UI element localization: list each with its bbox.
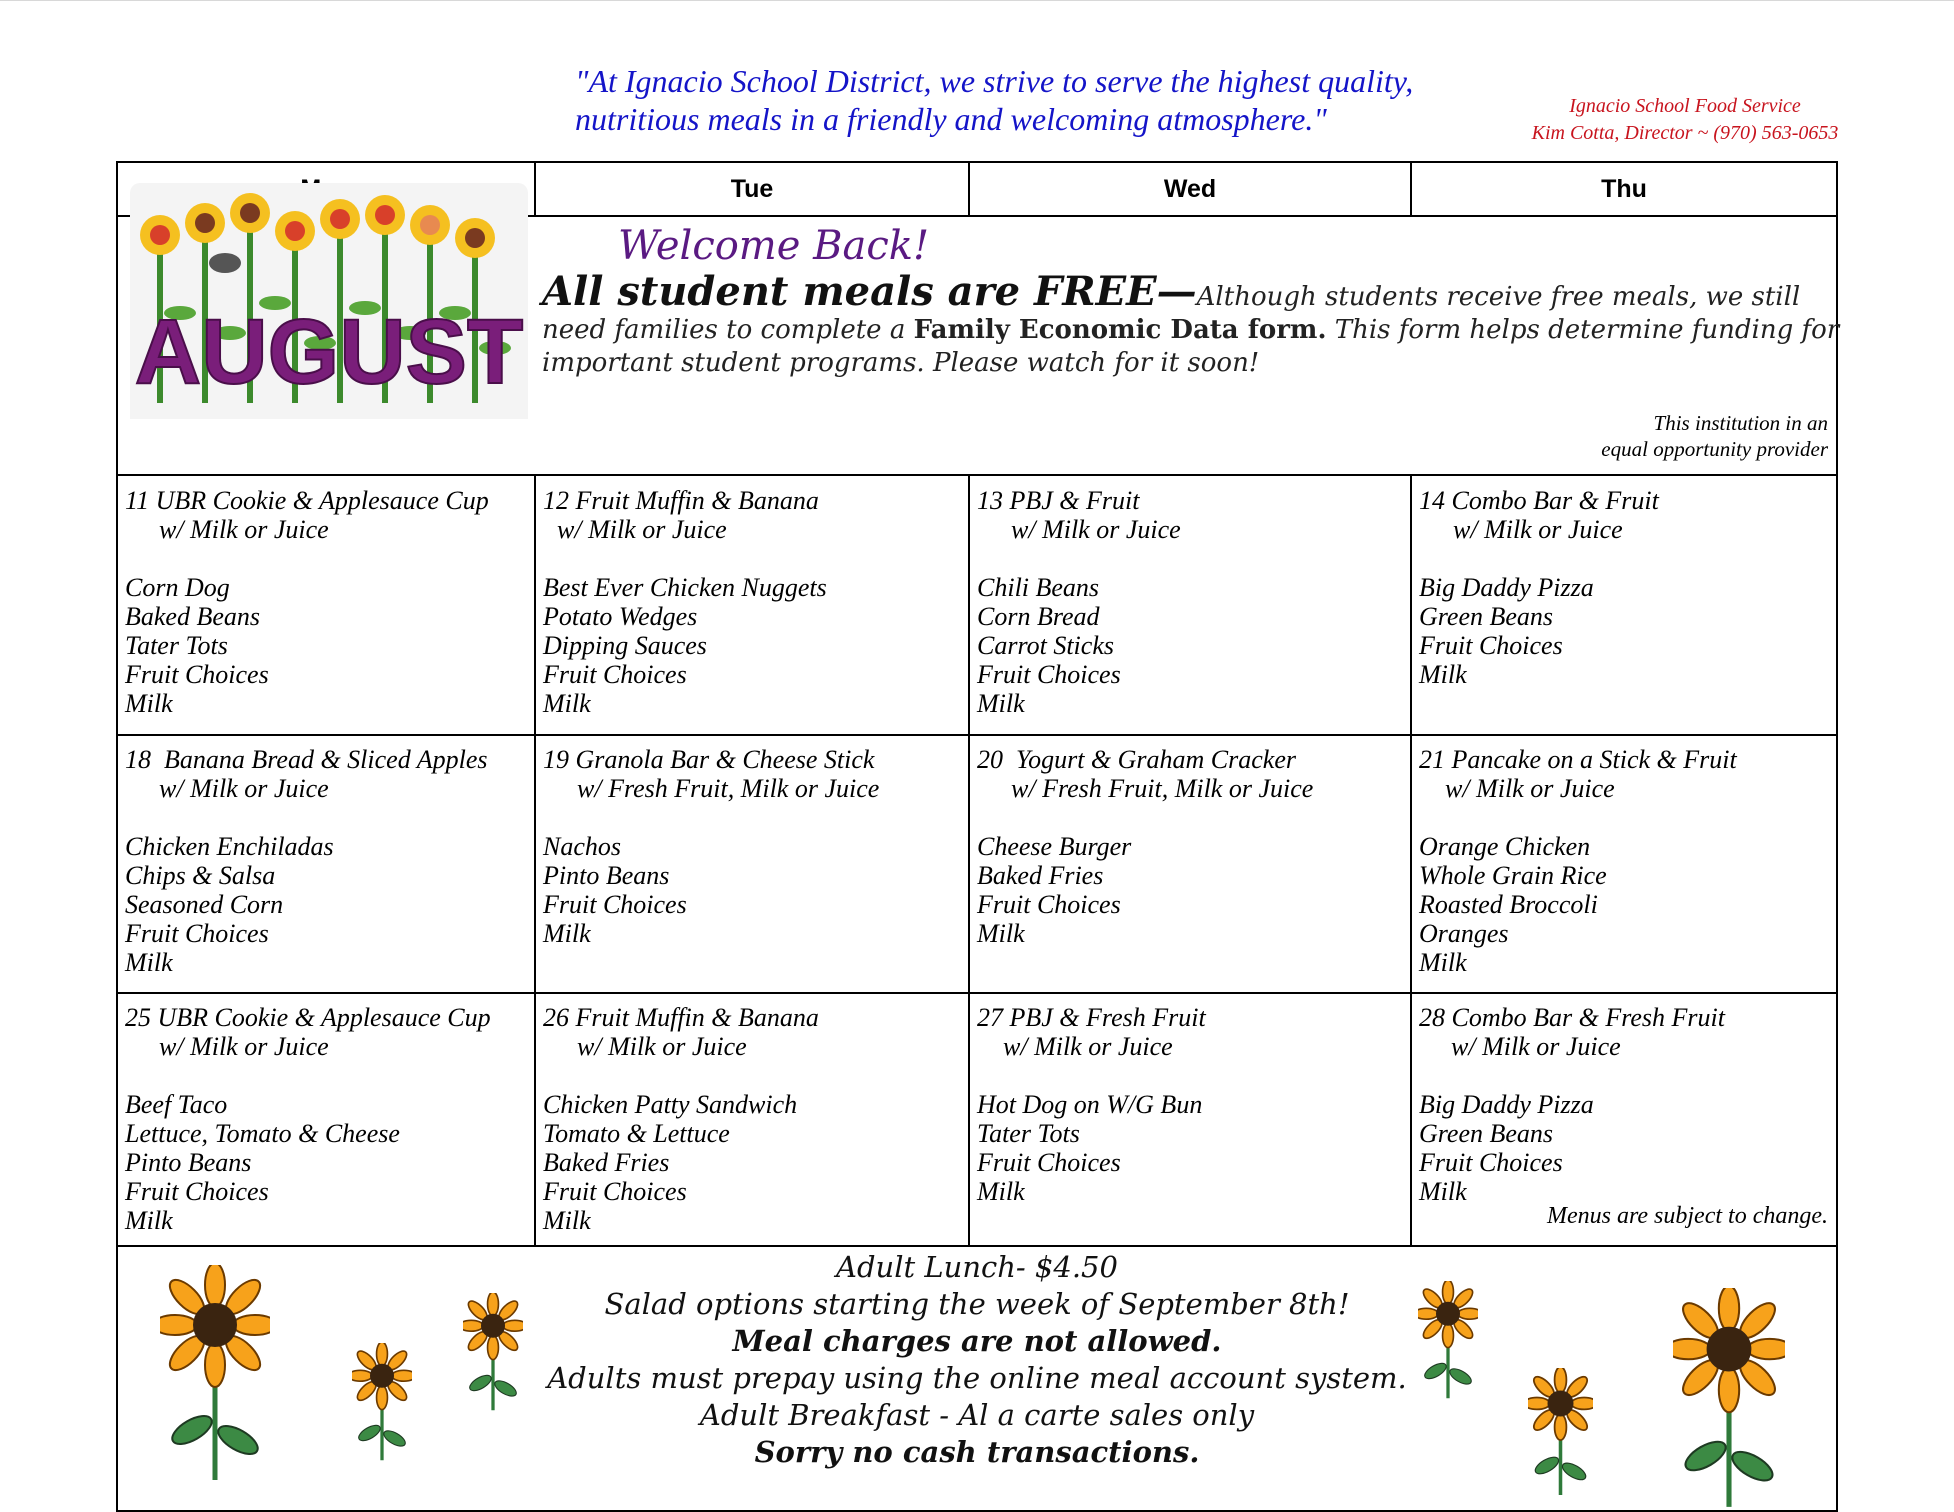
breakfast-item: 13 PBJ & Fruit: [977, 486, 1140, 515]
breakfast-item: 21 Pancake on a Stick & Fruit: [1419, 745, 1737, 774]
lunch-item: Big Daddy Pizza: [1419, 1090, 1594, 1119]
breakfast-item: 12 Fruit Muffin & Banana: [543, 486, 819, 515]
equal-opportunity-statement: [1601, 410, 1828, 462]
menu-cell-aug-28: [1419, 1003, 1725, 1206]
sunflower-icon: [1673, 1288, 1785, 1512]
day-header-tue: Tue: [730, 174, 774, 203]
divider: [968, 474, 970, 1245]
menu-cell-aug-20: [977, 745, 1313, 948]
lunch-item: Fruit Choices: [543, 1177, 687, 1206]
breakfast-item: 20 Yogurt & Graham Cracker: [977, 745, 1297, 774]
lunch-item: Milk: [543, 1206, 591, 1235]
breakfast-sides: w/ Fresh Fruit, Milk or Juice: [1011, 774, 1314, 803]
lunch-item: Fruit Choices: [977, 660, 1121, 689]
divider: [118, 992, 1836, 994]
breakfast-item: 27 PBJ & Fresh Fruit: [977, 1003, 1206, 1032]
lunch-item: Milk: [125, 948, 173, 977]
prepay-note: Adults must prepay using the online meal account system.: [547, 1361, 1407, 1395]
breakfast-item: 25 UBR Cookie & Applesauce Cup: [125, 1003, 491, 1032]
lunch-item: Milk: [977, 1177, 1025, 1206]
meal-charges-note: Meal charges are not allowed.: [732, 1324, 1222, 1358]
lunch-item: Hot Dog on W/G Bun: [977, 1090, 1203, 1119]
lunch-item: Pinto Beans: [543, 861, 670, 890]
free-text-3: important student programs. Please watch for it soon!: [542, 348, 1260, 378]
lunch-item: Baked Fries: [977, 861, 1104, 890]
breakfast-sides: w/ Milk or Juice: [1445, 774, 1615, 803]
breakfast-sides: w/ Milk or Juice: [577, 1032, 747, 1061]
menu-cell-aug-19: [543, 745, 879, 948]
salad-options: Salad options starting the week of September 8th!: [604, 1287, 1350, 1321]
lunch-item: Baked Beans: [125, 602, 261, 631]
lunch-item: Nachos: [543, 832, 621, 861]
lunch-item: Best Ever Chicken Nuggets: [543, 573, 827, 602]
lunch-item: Potato Wedges: [543, 602, 698, 631]
eop-line-1: This institution in an: [1653, 411, 1828, 435]
breakfast-item: 28 Combo Bar & Fresh Fruit: [1419, 1003, 1725, 1032]
lunch-item: Milk: [1419, 948, 1467, 977]
lunch-item: Tater Tots: [977, 1119, 1080, 1148]
breakfast-sides: w/ Milk or Juice: [1003, 1032, 1173, 1061]
breakfast-sides: w/ Milk or Juice: [1453, 515, 1623, 544]
free-text-1: Although students receive free meals, we still: [1196, 282, 1801, 312]
lunch-item: Dipping Sauces: [543, 631, 707, 660]
eop-line-2: equal opportunity provider: [1601, 437, 1828, 461]
breakfast-sides: w/ Milk or Juice: [159, 1032, 329, 1061]
menu-cell-aug-27: [977, 1003, 1206, 1206]
lunch-item: Fruit Choices: [543, 660, 687, 689]
menu-cell-aug-18: [125, 745, 488, 977]
breakfast-item: 18 Banana Bread & Sliced Apples: [125, 745, 488, 774]
breakfast-sides: w/ Milk or Juice: [557, 515, 727, 544]
lunch-item: Fruit Choices: [977, 1148, 1121, 1177]
lunch-item: Fruit Choices: [977, 890, 1121, 919]
lunch-item: Whole Grain Rice: [1419, 861, 1607, 890]
lunch-item: Tater Tots: [125, 631, 228, 660]
breakfast-sides: w/ Milk or Juice: [159, 515, 329, 544]
welcome-heading: Welcome Back!: [618, 223, 930, 269]
breakfast-item: 14 Combo Bar & Fruit: [1419, 486, 1659, 515]
lunch-item: Oranges: [1419, 919, 1509, 948]
menu-calendar: [116, 161, 1838, 1512]
lunch-item: Baked Fries: [543, 1148, 670, 1177]
divider: [534, 474, 536, 1245]
mission-line-2: nutritious meals in a friendly and welcoming atmosphere.": [575, 101, 1327, 137]
lunch-item: Tomato & Lettuce: [543, 1119, 730, 1148]
lunch-item: Fruit Choices: [125, 919, 269, 948]
sunflower-icon: [352, 1343, 412, 1463]
adult-lunch-price: Adult Lunch- $4.50: [836, 1250, 1118, 1284]
lunch-item: Carrot Sticks: [977, 631, 1114, 660]
lunch-item: Lettuce, Tomato & Cheese: [125, 1119, 400, 1148]
lunch-item: Milk: [977, 919, 1025, 948]
divider: [118, 734, 1836, 736]
lunch-item: Milk: [543, 689, 591, 718]
mission-line-1: "At Ignacio School District, we strive to serve the highest quality,: [575, 63, 1414, 99]
divider: [118, 474, 1836, 476]
breakfast-item: 19 Granola Bar & Cheese Stick: [543, 745, 875, 774]
menu-cell-aug-21: [1419, 745, 1737, 977]
lunch-item: Milk: [125, 689, 173, 718]
lunch-item: Milk: [543, 919, 591, 948]
no-cash-note: Sorry no cash transactions.: [754, 1435, 1200, 1469]
free-text-2a: need families to complete a: [542, 315, 914, 345]
day-header-wed: Wed: [1163, 174, 1217, 203]
top-rule: [0, 0, 1954, 1]
menu-cell-aug-13: [977, 486, 1181, 718]
menu-cell-aug-12: [543, 486, 827, 718]
lunch-item: Seasoned Corn: [125, 890, 284, 919]
menu-cell-aug-26: [543, 1003, 819, 1235]
lunch-item: Roasted Broccoli: [1419, 890, 1598, 919]
service-director: Kim Cotta, Director ~ (970) 563-0653: [1531, 122, 1839, 144]
breakfast-sides: w/ Milk or Juice: [1451, 1032, 1621, 1061]
food-service-contact: [1490, 93, 1880, 147]
lunch-item: Green Beans: [1419, 1119, 1554, 1148]
lunch-item: Fruit Choices: [125, 1177, 269, 1206]
menu-cell-aug-14: [1419, 486, 1659, 689]
lunch-item: Orange Chicken: [1419, 832, 1591, 861]
lunch-item: Fruit Choices: [543, 890, 687, 919]
svg-text:AUGUST: AUGUST: [134, 301, 524, 403]
free-headline: All student meals are FREE—: [542, 268, 1197, 315]
divider: [1410, 474, 1412, 1245]
lunch-item: Chips & Salsa: [125, 861, 276, 890]
lunch-item: Beef Taco: [125, 1090, 228, 1119]
lunch-item: Fruit Choices: [1419, 1148, 1563, 1177]
mission-statement: [575, 62, 1515, 138]
day-header-thu: Thu: [1601, 174, 1647, 203]
lunch-item: Corn Dog: [125, 573, 230, 602]
menu-change-notice: Menus are subject to change.: [1546, 1203, 1828, 1229]
lunch-item: Cheese Burger: [977, 832, 1132, 861]
sunflower-icon: [160, 1265, 270, 1485]
lunch-item: Milk: [977, 689, 1025, 718]
free-text-2b: This form helps determine funding for: [1326, 315, 1840, 345]
lunch-item: Fruit Choices: [125, 660, 269, 689]
service-name: Ignacio School Food Service: [1569, 95, 1801, 117]
august-sunflower-art: [130, 183, 528, 419]
lunch-item: Corn Bread: [977, 602, 1100, 631]
menu-cell-aug-25: [125, 1003, 491, 1235]
lunch-item: Milk: [125, 1206, 173, 1235]
family-economic-form: Family Economic Data form.: [913, 315, 1327, 345]
lunch-item: Green Beans: [1419, 602, 1554, 631]
breakfast-item: 26 Fruit Muffin & Banana: [543, 1003, 819, 1032]
lunch-item: Chicken Enchiladas: [125, 832, 334, 861]
sunflower-icon: [1418, 1281, 1478, 1401]
adult-breakfast-note: Adult Breakfast - Al a carte sales only: [699, 1398, 1255, 1432]
free-meals-notice: [542, 268, 1840, 380]
breakfast-item: 11 UBR Cookie & Applesauce Cup: [125, 486, 489, 515]
divider: [118, 1245, 1836, 1247]
lunch-item: Pinto Beans: [125, 1148, 252, 1177]
lunch-item: Big Daddy Pizza: [1419, 573, 1594, 602]
sunflower-icon: [1528, 1368, 1593, 1498]
breakfast-sides: w/ Milk or Juice: [1011, 515, 1181, 544]
breakfast-sides: w/ Fresh Fruit, Milk or Juice: [577, 774, 880, 803]
breakfast-sides: w/ Milk or Juice: [159, 774, 329, 803]
lunch-item: Chicken Patty Sandwich: [543, 1090, 798, 1119]
lunch-item: Chili Beans: [977, 573, 1100, 602]
sunflower-icon: [463, 1293, 523, 1413]
lunch-item: Milk: [1419, 1177, 1467, 1206]
lunch-item: Fruit Choices: [1419, 631, 1563, 660]
lunch-item: Milk: [1419, 660, 1467, 689]
menu-cell-aug-11: [125, 486, 489, 718]
